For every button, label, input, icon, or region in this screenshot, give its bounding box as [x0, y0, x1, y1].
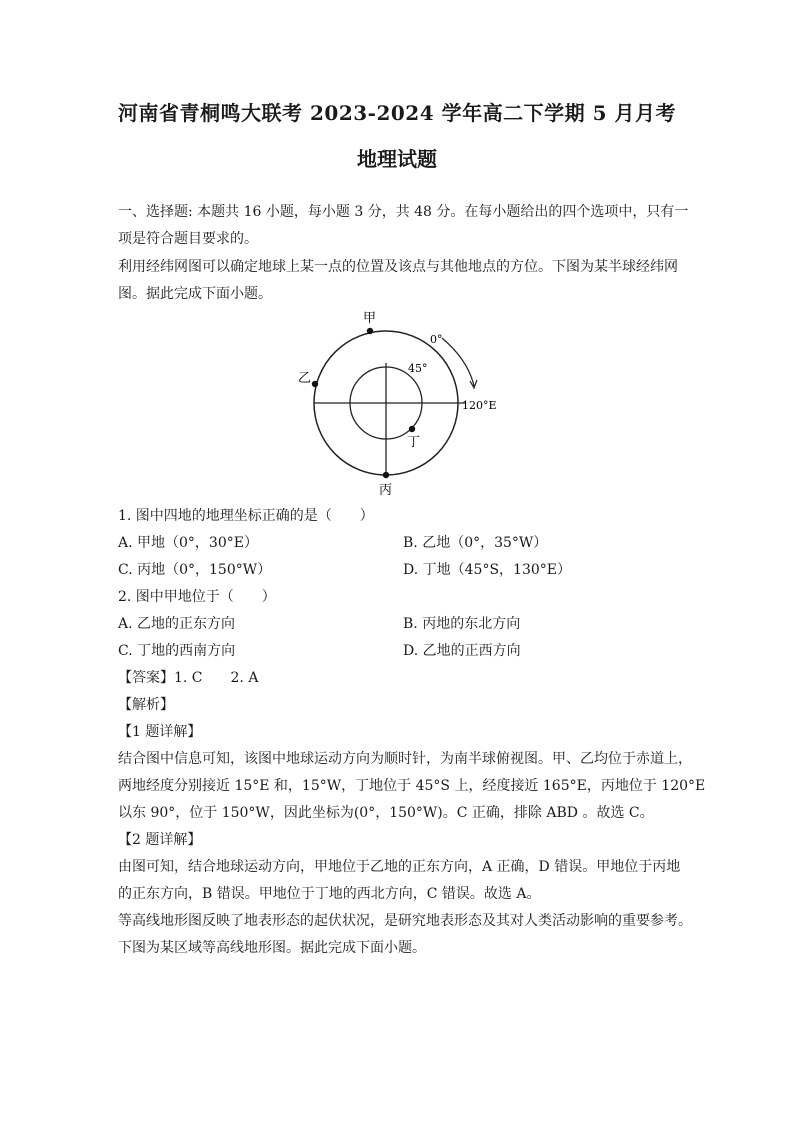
q2-option-c: C. 丁地的西南方向	[118, 643, 236, 659]
document-title: 河南省青桐鸣大联考 2023-2024 学年高二下学期 5 月月考	[118, 101, 676, 125]
detail2-line2: 的正东方向，B 错误。甲地位于丁地的西北方向，C 错误。故选 A。	[118, 886, 541, 902]
detail1-line3: 以东 90°，位于 150°W，因此坐标为(0°，150°W)。C 正确，排除 ABD 。故选 C。	[118, 805, 654, 821]
q1-option-c: C. 丙地（0°，150°W）	[118, 562, 272, 578]
q2-option-a: A. 乙地的正东方向	[118, 616, 236, 632]
section-instruction-line1: 一、选择题: 本题共 16 小题，每小题 3 分，共 48 分。在每小题给出的四个选项中，只有一	[118, 204, 689, 220]
label-120e: 120°E	[462, 399, 497, 412]
label-0-degree: 0°	[430, 333, 443, 346]
detail1-line1: 结合图中信息可知，该图中地球运动方向为顺时针，为南半球俯视图。甲、乙均位于赤道上，	[118, 751, 692, 767]
q1-option-b: B. 乙地（0°，35°W）	[403, 535, 548, 551]
q1-option-d: D. 丁地（45°S，130°E）	[403, 562, 571, 578]
analysis-heading: 【解析】	[118, 697, 174, 713]
detail2-line1: 由图可知，结合地球运动方向，甲地位于乙地的正东方向，A 正确，D 错误。甲地位于丙地	[118, 859, 681, 875]
q1-option-a: A. 甲地（0°，30°E）	[118, 535, 258, 551]
label-45-degree: 45°	[408, 362, 428, 375]
label-bing: 丙	[379, 483, 393, 498]
point-ding	[409, 426, 415, 432]
point-bing	[383, 472, 389, 478]
label-ding: 丁	[407, 435, 421, 450]
graticule-figure	[290, 305, 510, 505]
detail2-heading: 【2 题详解】	[118, 832, 202, 848]
q2-option-b: B. 丙地的东北方向	[403, 616, 521, 632]
intro2-line1: 等高线地形图反映了地表形态的起伏状况，是研究地表形态及其对人类活动影响的重要参考。	[118, 913, 692, 929]
intro-paragraph-line2: 图。据此完成下面小题。	[118, 286, 272, 302]
intro-paragraph-line1: 利用经纬网图可以确定地球上某一点的位置及该点与其他地点的方位。下图为某半球经纬网	[118, 259, 678, 275]
label-jia: 甲	[363, 311, 377, 326]
point-yi	[312, 381, 318, 387]
answer-line: 【答案】1. C 2. A	[118, 670, 259, 686]
q1-stem: 1. 图中四地的地理坐标正确的是（ ）	[118, 508, 374, 524]
detail1-heading: 【1 题详解】	[118, 724, 202, 740]
rotation-arrow	[442, 338, 474, 386]
point-jia	[367, 328, 373, 334]
section-instruction-line2: 项是符合题目要求的。	[118, 231, 258, 247]
label-yi: 乙	[298, 371, 312, 386]
intro2-line2: 下图为某区域等高线地形图。据此完成下面小题。	[118, 940, 426, 956]
q2-option-d: D. 乙地的正西方向	[403, 643, 521, 659]
document-subtitle: 地理试题	[357, 147, 437, 171]
detail1-line2: 两地经度分别接近 15°E 和，15°W，丁地位于 45°S 上，经度接近 165°E，丙地位于 120°E	[118, 778, 706, 794]
q2-stem: 2. 图中甲地位于（ ）	[118, 589, 276, 605]
